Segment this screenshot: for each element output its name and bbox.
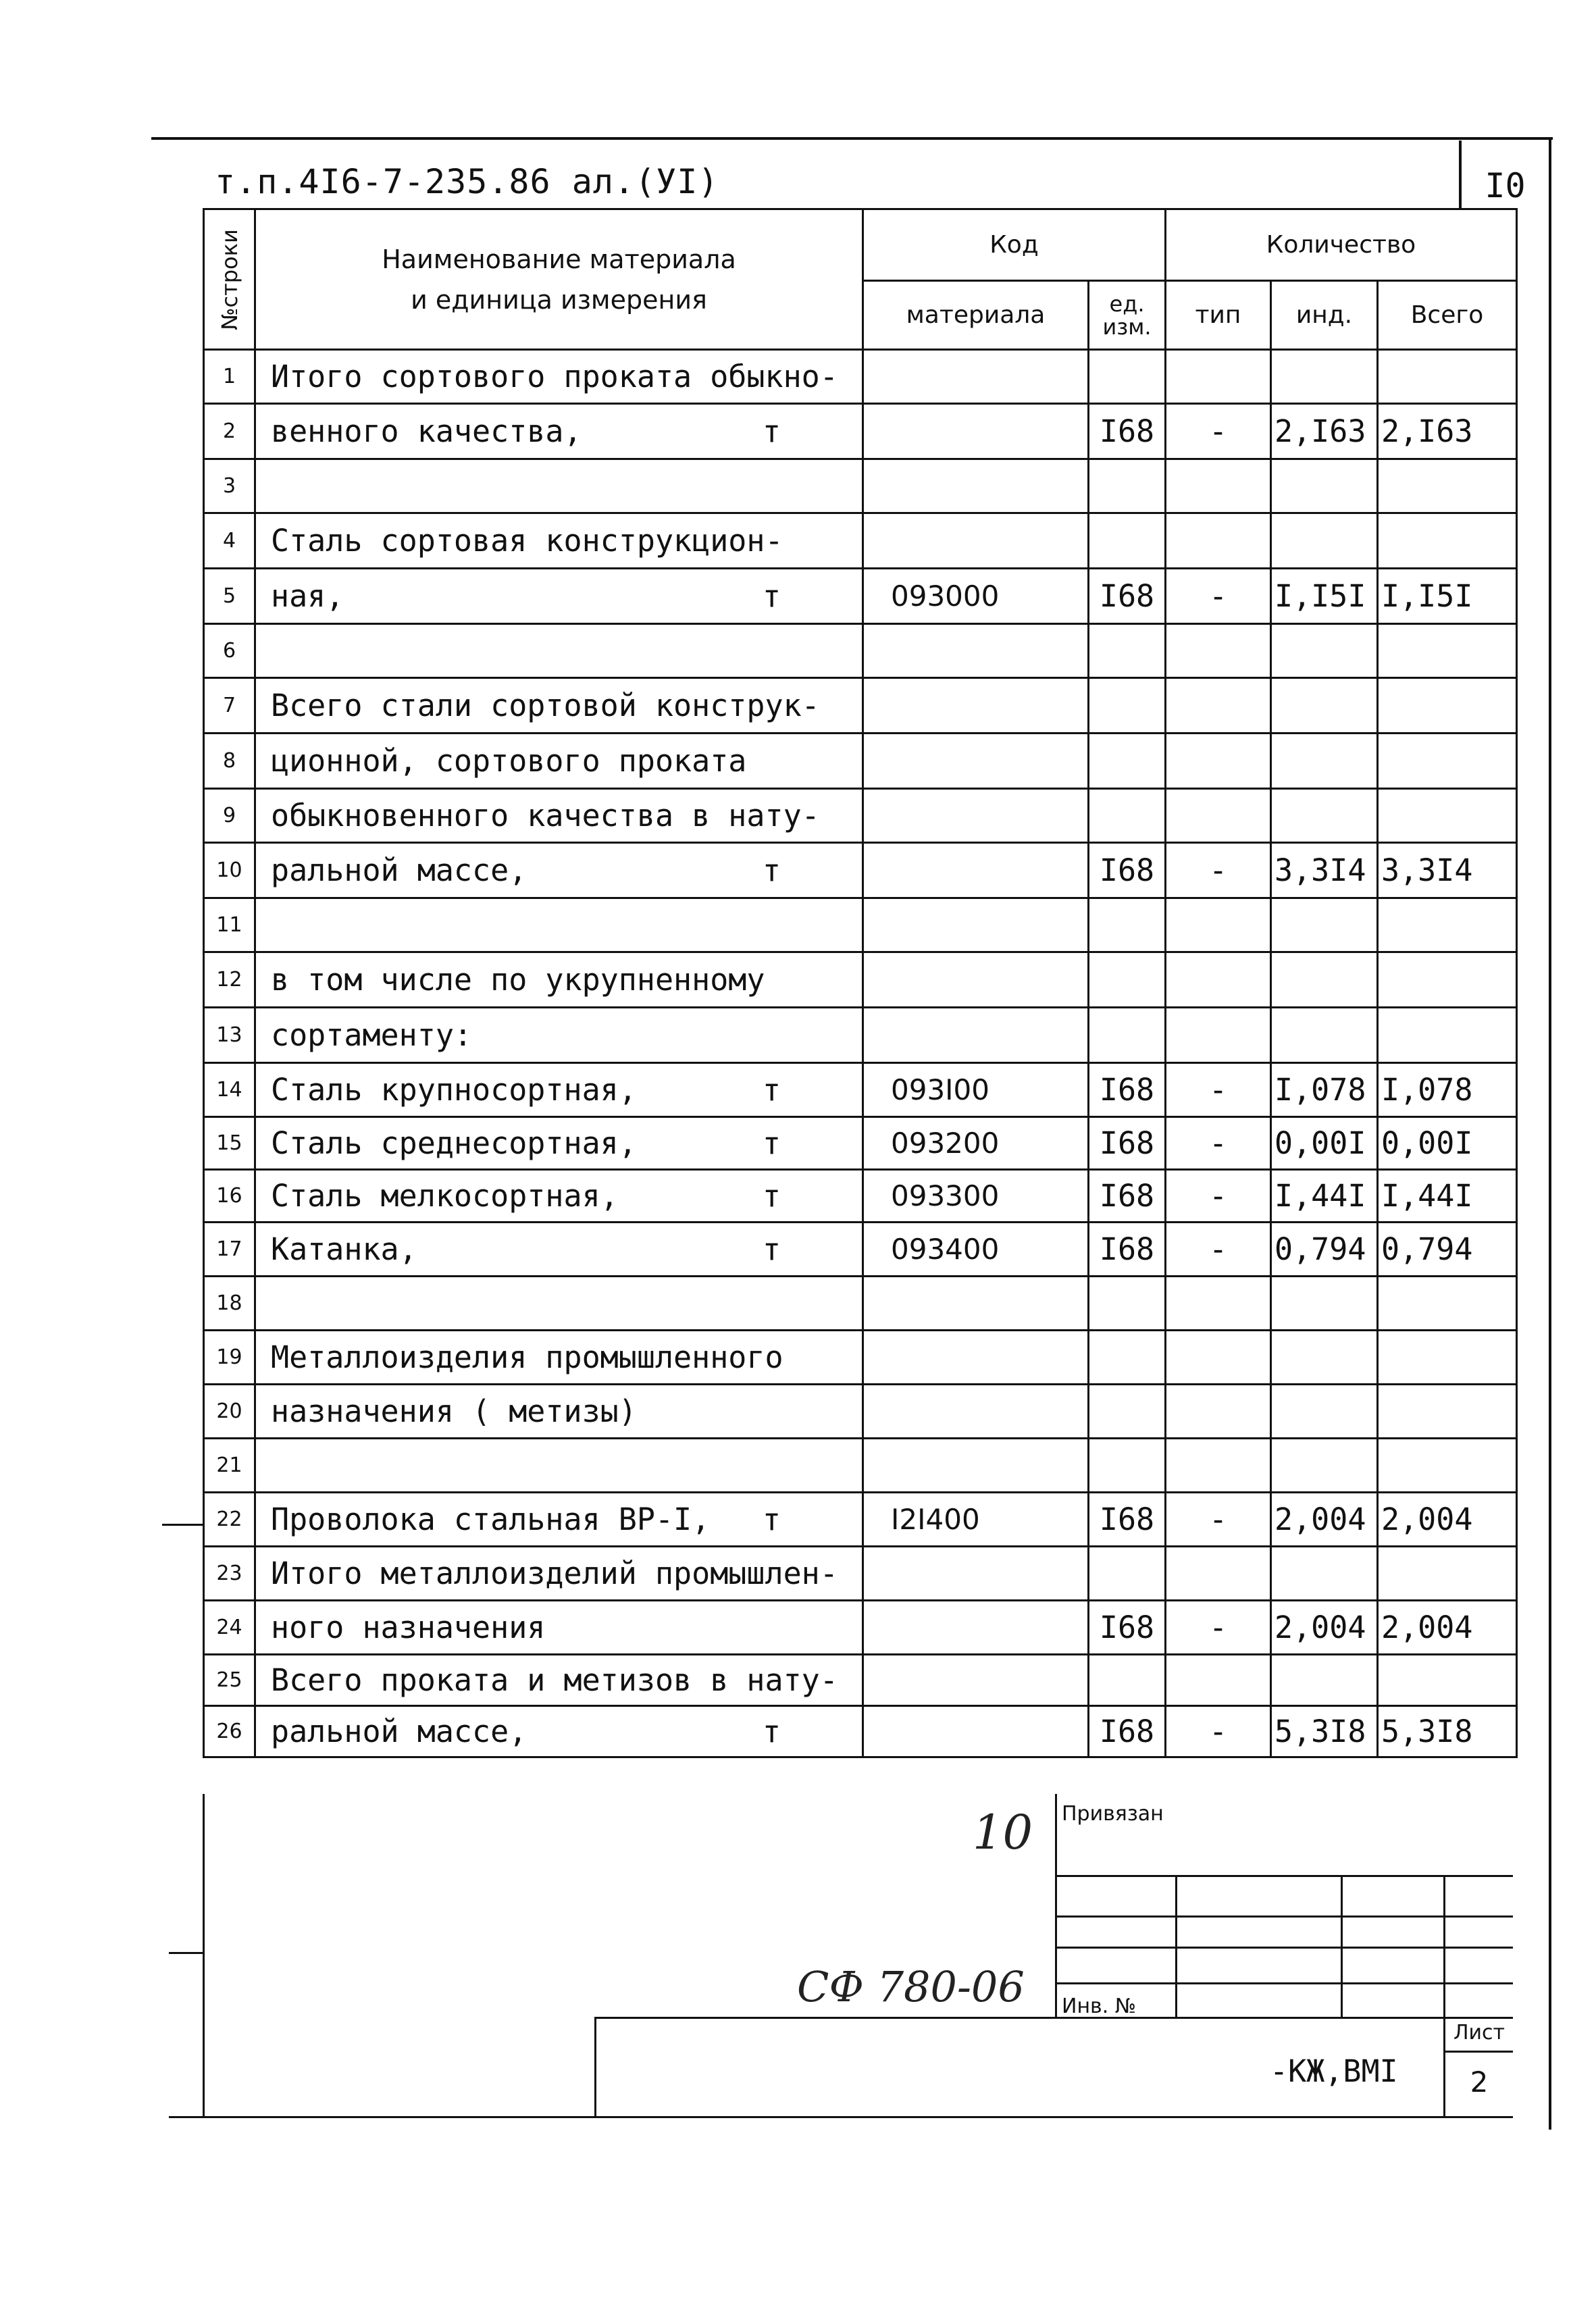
document-code: т.п.4I6-7-235.86 ал.(УI) [215,162,719,201]
unit-code [1089,898,1166,952]
table-row [204,1655,1517,1706]
material-code [863,678,1089,734]
header-qty-ind: инд. [1271,281,1378,350]
material-name-text: Металлоизделия промышленного [271,1339,783,1375]
table-row [204,350,1517,404]
unit-code: I68 [1089,1170,1166,1223]
row-number: 18 [204,1277,255,1331]
row-number: 16 [204,1170,255,1223]
unit-code: I68 [1089,1223,1166,1277]
unit-code [1089,1547,1166,1601]
qty-type: - [1166,569,1271,624]
material-code [863,1547,1089,1601]
table-row [204,513,1517,569]
qty-ind [1271,678,1378,734]
material-code [863,350,1089,404]
material-code [863,734,1089,789]
row-number: 11 [204,898,255,952]
material-unit: т [762,1125,781,1161]
material-name-text: Всего проката и метизов в нату- [271,1662,838,1698]
table-row [204,1277,1517,1331]
material-code [863,1277,1089,1331]
row-number: 10 [204,843,255,898]
qty-total [1378,1547,1517,1601]
qty-ind [1271,459,1378,513]
material-unit: т [762,1714,781,1749]
unit-code: I68 [1089,404,1166,459]
table-row [204,789,1517,843]
material-name-text: ная, [271,578,344,614]
material-code: I2I400 [863,1493,1089,1547]
material-name [255,1385,863,1439]
header-name: Наименование материала и единица измерения [255,209,863,350]
qty-total: 0,794 [1378,1223,1517,1277]
qty-type [1166,624,1271,678]
material-code: 093200 [863,1117,1089,1170]
material-name [255,624,863,678]
table-row [204,843,1517,898]
qty-type: - [1166,1223,1271,1277]
qty-ind [1271,1655,1378,1706]
qty-type [1166,1439,1271,1493]
qty-ind: 0,00I [1271,1117,1378,1170]
qty-ind [1271,789,1378,843]
material-code [863,1706,1089,1757]
material-unit: т [762,1501,781,1537]
margin-tick [162,1524,204,1526]
row-number: 3 [204,459,255,513]
table-row [204,1385,1517,1439]
qty-total [1378,898,1517,952]
qty-total [1378,624,1517,678]
material-name-text: назначения ( метизы) [271,1393,637,1429]
handwritten-page-number: 10 [973,1805,1033,1860]
stamp-grid-line [1341,1875,1343,2017]
stamp-grid-line [1443,1875,1445,2017]
material-code [863,1008,1089,1063]
list-cell [1443,2017,1513,2118]
material-code [863,1439,1089,1493]
material-name [255,734,863,789]
table-row [204,734,1517,789]
inventory-number-label: Инв. № [1062,1995,1137,2018]
frame-top-line [151,137,1553,140]
material-unit: т [762,1231,781,1267]
row-number: 20 [204,1385,255,1439]
table-row [204,404,1517,459]
table-row [204,1331,1517,1385]
sheet-number-box [1459,140,1549,209]
qty-type [1166,1385,1271,1439]
table-row [204,678,1517,734]
table-row [204,1223,1517,1277]
qty-total [1378,1439,1517,1493]
row-number: 26 [204,1706,255,1757]
material-name-text: ционной, сортового проката [271,743,747,779]
material-name-text: Итого сортового проката обыкно- [271,359,838,394]
qty-total [1378,459,1517,513]
qty-type [1166,898,1271,952]
material-unit: т [762,413,781,449]
privyazan-label: Привязан [1062,1802,1164,1826]
table-row [204,569,1517,624]
qty-total [1378,1331,1517,1385]
table-row [204,898,1517,952]
table-row [204,952,1517,1008]
row-number: 21 [204,1439,255,1493]
qty-type [1166,789,1271,843]
row-number: 14 [204,1063,255,1117]
qty-ind [1271,1547,1378,1601]
material-code [863,513,1089,569]
qty-ind [1271,952,1378,1008]
material-code [863,1385,1089,1439]
row-number: 24 [204,1601,255,1655]
table-row [204,1008,1517,1063]
qty-type: - [1166,1063,1271,1117]
qty-ind [1271,1385,1378,1439]
qty-ind [1271,734,1378,789]
material-name-text: Сталь среднесортная, [271,1125,637,1161]
unit-code [1089,624,1166,678]
qty-type [1166,952,1271,1008]
material-code [863,1601,1089,1655]
unit-code [1089,734,1166,789]
table-row [204,1547,1517,1601]
material-name [255,350,863,404]
row-number: 5 [204,569,255,624]
qty-type [1166,1277,1271,1331]
table-row [204,1706,1517,1757]
sheet-number: I0 [1485,166,1526,205]
table-row [204,1493,1517,1547]
unit-code [1089,459,1166,513]
material-name-text: в том числе по укрупненному [271,962,765,998]
material-name [255,1706,863,1757]
unit-code: I68 [1089,1706,1166,1757]
qty-total [1378,734,1517,789]
material-name [255,898,863,952]
qty-ind: 3,3I4 [1271,843,1378,898]
qty-type: - [1166,1493,1271,1547]
qty-ind [1271,1439,1378,1493]
row-number: 12 [204,952,255,1008]
qty-ind [1271,624,1378,678]
qty-type [1166,1655,1271,1706]
unit-code: I68 [1089,1117,1166,1170]
materials-table [203,208,1518,1758]
row-number: 19 [204,1331,255,1385]
row-number: 25 [204,1655,255,1706]
qty-type: - [1166,1170,1271,1223]
qty-total [1378,1008,1517,1063]
qty-type: - [1166,1706,1271,1757]
material-name [255,952,863,1008]
row-number: 7 [204,678,255,734]
qty-type [1166,734,1271,789]
material-name [255,843,863,898]
material-name-text: Сталь крупносортная, [271,1072,637,1108]
row-number: 13 [204,1008,255,1063]
material-name [255,1331,863,1385]
material-name-text: Проволока стальная ВР-I, [271,1501,711,1537]
qty-total [1378,350,1517,404]
row-number: 15 [204,1117,255,1170]
row-number: 6 [204,624,255,678]
qty-type [1166,350,1271,404]
material-unit: т [762,578,781,614]
material-code [863,459,1089,513]
material-name-text: сортаменту: [271,1017,473,1053]
material-name-text: Катанка, [271,1231,417,1267]
header-code-unit: ед. изм. [1089,281,1166,350]
material-name-text: ральной массе, [271,852,527,888]
unit-code [1089,678,1166,734]
material-code [863,789,1089,843]
qty-total: I,I5I [1378,569,1517,624]
qty-type: - [1166,404,1271,459]
material-name [255,459,863,513]
qty-ind [1271,513,1378,569]
qty-ind: 2,004 [1271,1493,1378,1547]
qty-ind: 0,794 [1271,1223,1378,1277]
material-code [863,952,1089,1008]
document-mark: -КЖ,ВМI [1270,2053,1398,2089]
material-code: 093000 [863,569,1089,624]
material-code: 093I00 [863,1063,1089,1117]
material-name [255,1170,863,1223]
header-row-number: №строки [204,209,255,350]
qty-ind [1271,898,1378,952]
qty-type: - [1166,843,1271,898]
qty-type: - [1166,1601,1271,1655]
list-label: Лист [1445,2021,1513,2053]
material-name [255,1655,863,1706]
handwritten-code: СФ 780-06 [797,1962,1025,2011]
material-code [863,1331,1089,1385]
unit-code: I68 [1089,1493,1166,1547]
row-number: 22 [204,1493,255,1547]
row-number: 1 [204,350,255,404]
header-qty-type: тип [1166,281,1271,350]
material-unit: т [762,852,781,888]
qty-total [1378,1385,1517,1439]
material-name-text: Сталь сортовая конструкцион- [271,523,783,559]
unit-code [1089,1277,1166,1331]
material-name [255,678,863,734]
qty-type [1166,1331,1271,1385]
unit-code: I68 [1089,1601,1166,1655]
material-name [255,1547,863,1601]
margin-tick [169,1952,204,1954]
stamp-grid-line [1175,1875,1177,2017]
row-number: 2 [204,404,255,459]
qty-total [1378,678,1517,734]
header-code-material: материала [863,281,1089,350]
qty-total: 0,00I [1378,1117,1517,1170]
material-unit: т [762,1072,781,1108]
qty-total: 2,004 [1378,1493,1517,1547]
unit-code [1089,1655,1166,1706]
material-name-text: ральной массе, [271,1714,527,1749]
qty-total: 3,3I4 [1378,843,1517,898]
qty-ind: 2,I63 [1271,404,1378,459]
material-code [863,1655,1089,1706]
qty-total: 2,004 [1378,1601,1517,1655]
qty-ind [1271,1277,1378,1331]
qty-type [1166,1008,1271,1063]
qty-total: 5,3I8 [1378,1706,1517,1757]
material-name [255,1277,863,1331]
header-qty-total: Всего [1378,281,1517,350]
qty-ind: 2,004 [1271,1601,1378,1655]
material-name-text: венного качества, [271,413,582,449]
qty-total [1378,513,1517,569]
qty-total: 2,I63 [1378,404,1517,459]
material-name [255,1008,863,1063]
material-code [863,404,1089,459]
row-number: 17 [204,1223,255,1277]
row-number: 8 [204,734,255,789]
unit-code: I68 [1089,569,1166,624]
qty-total [1378,1277,1517,1331]
unit-code [1089,350,1166,404]
material-name-text: Итого металлоизделий промышлен- [271,1555,838,1591]
material-name-text: Сталь мелкосортная, [271,1178,619,1214]
qty-ind: I,I5I [1271,569,1378,624]
qty-type [1166,1547,1271,1601]
material-name-text: Всего стали сортовой конструк- [271,688,820,723]
unit-code [1089,1331,1166,1385]
material-code [863,624,1089,678]
material-name [255,1117,863,1170]
qty-type: - [1166,1117,1271,1170]
qty-type [1166,678,1271,734]
header-code-group: Код [863,209,1166,281]
material-code: 093400 [863,1223,1089,1277]
table-row [204,1601,1517,1655]
qty-type [1166,513,1271,569]
qty-ind: I,078 [1271,1063,1378,1117]
unit-code: I68 [1089,843,1166,898]
unit-code [1089,1385,1166,1439]
table-row [204,1117,1517,1170]
unit-code [1089,789,1166,843]
material-name [255,404,863,459]
material-name [255,513,863,569]
unit-code [1089,513,1166,569]
material-name [255,1063,863,1117]
material-name [255,1493,863,1547]
qty-total: I,44I [1378,1170,1517,1223]
row-number: 9 [204,789,255,843]
table-row [204,1063,1517,1117]
qty-ind [1271,1008,1378,1063]
qty-ind [1271,350,1378,404]
table-row [204,1439,1517,1493]
qty-ind: I,44I [1271,1170,1378,1223]
table-row [204,1170,1517,1223]
unit-code [1089,1439,1166,1493]
unit-code [1089,952,1166,1008]
material-unit: т [762,1178,781,1214]
material-name [255,1439,863,1493]
row-number: 4 [204,513,255,569]
table-row [204,624,1517,678]
qty-total [1378,1655,1517,1706]
material-name [255,1601,863,1655]
header-quantity-group: Количество [1166,209,1517,281]
qty-total [1378,789,1517,843]
material-name [255,789,863,843]
margin-tick [169,2116,204,2118]
frame-right-line [1549,137,1551,2130]
qty-type [1166,459,1271,513]
unit-code: I68 [1089,1063,1166,1117]
qty-total: I,078 [1378,1063,1517,1117]
qty-ind [1271,1331,1378,1385]
material-name-text: обыкновенного качества в нату- [271,798,820,833]
material-name [255,1223,863,1277]
list-value: 2 [1470,2065,1489,2099]
material-code [863,898,1089,952]
table-row [204,459,1517,513]
material-code: 093300 [863,1170,1089,1223]
qty-total [1378,952,1517,1008]
material-code [863,843,1089,898]
unit-code [1089,1008,1166,1063]
qty-ind: 5,3I8 [1271,1706,1378,1757]
material-name-text: ного назначения [271,1610,546,1645]
row-number: 23 [204,1547,255,1601]
material-name [255,569,863,624]
